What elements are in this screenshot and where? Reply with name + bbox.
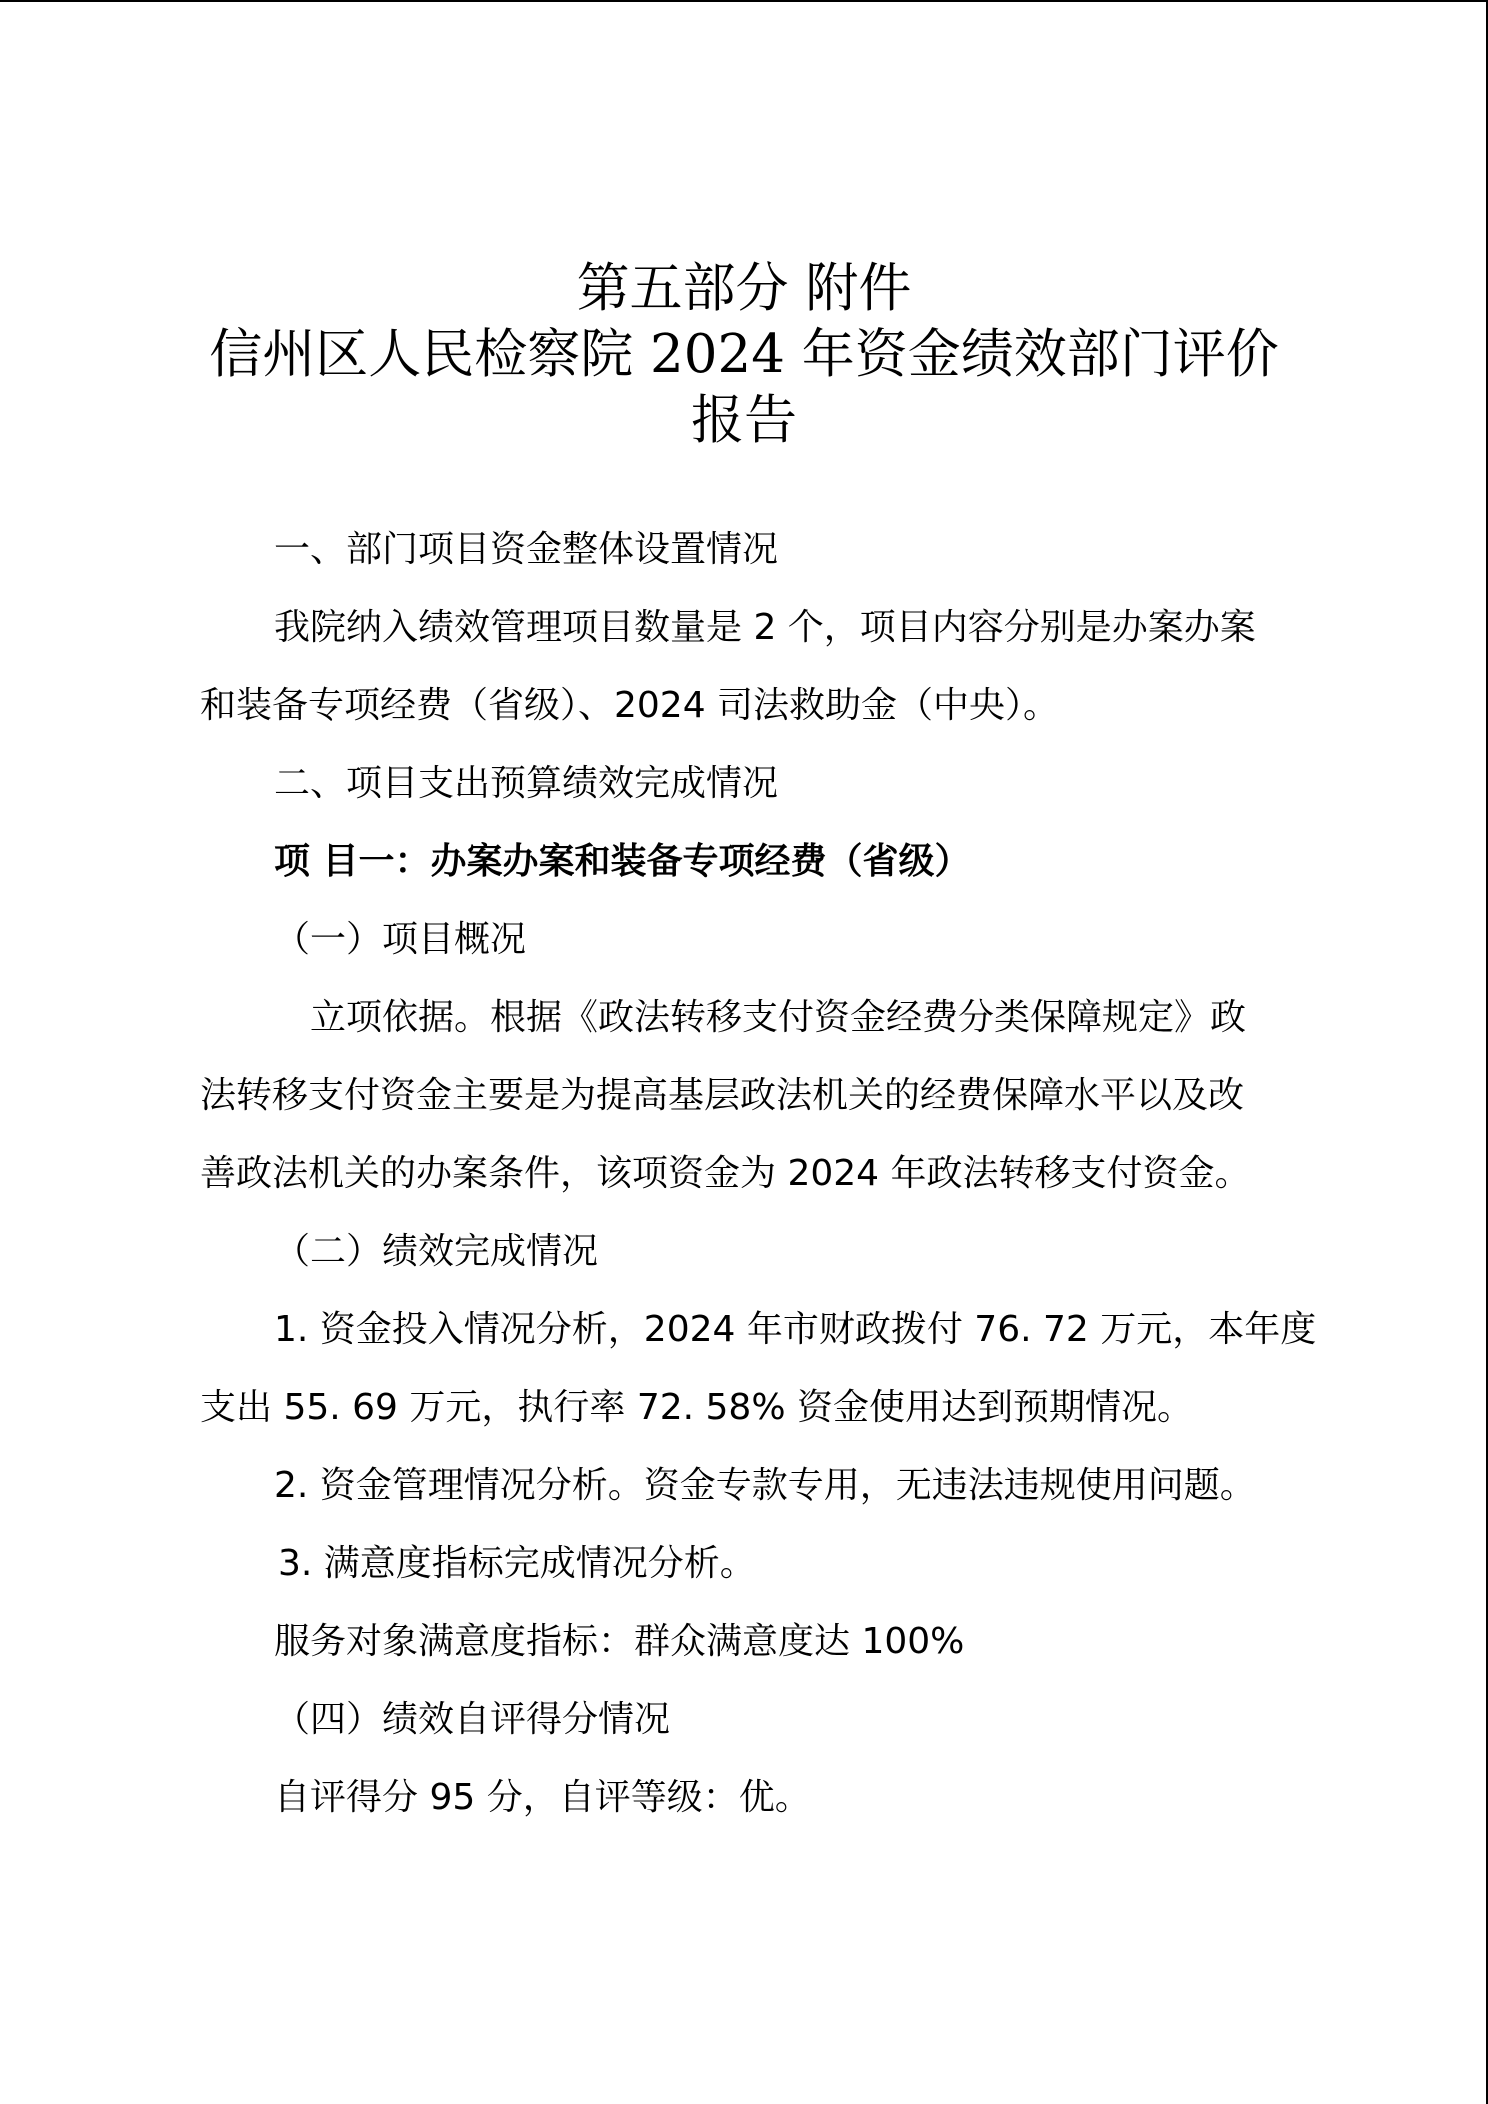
page-top-border bbox=[0, 0, 1488, 2]
self-evaluation-heading: （四）绩效自评得分情况 bbox=[274, 1699, 671, 1740]
title-report-suffix: 报告 bbox=[691, 390, 797, 451]
section1-heading: 一、部门项目资金整体设置情况 bbox=[274, 529, 779, 570]
title-report-name: 信州区人民检察院 2024 年资金绩效部门评价 bbox=[209, 324, 1279, 385]
section1-paragraph-line1: 我院纳入绩效管理项目数量是 2 个，项目内容分别是办案办案 bbox=[274, 607, 1256, 648]
project-basis-line2: 法转移支付资金主要是为提高基层政法机关的经费保障水平以及改 bbox=[200, 1075, 1245, 1116]
fund-management-analysis: 2. 资金管理情况分析。资金专款专用，无违法违规使用问题。 bbox=[274, 1465, 1256, 1506]
self-evaluation-score: 自评得分 95 分，自评等级：优。 bbox=[274, 1777, 811, 1818]
satisfaction-indicator: 服务对象满意度指标：群众满意度达 100% bbox=[274, 1621, 965, 1662]
title-part-label: 第五部分 附件 bbox=[576, 258, 912, 319]
section2-heading: 二、项目支出预算绩效完成情况 bbox=[274, 763, 779, 804]
funding-analysis-line2: 支出 55. 69 万元，执行率 72. 58% 资金使用达到预期情况。 bbox=[200, 1387, 1193, 1428]
project1-heading: 项 目一：办案办案和装备专项经费（省级） bbox=[274, 841, 971, 882]
project-overview-heading: （一）项目概况 bbox=[274, 919, 527, 960]
document-title bbox=[0, 256, 1488, 454]
satisfaction-analysis: 3. 满意度指标完成情况分析。 bbox=[278, 1543, 756, 1584]
section1-paragraph-line2: 和装备专项经费（省级）、2024 司法救助金（中央）。 bbox=[200, 685, 1060, 726]
project-basis-line1: 立项依据。根据《政法转移支付资金经费分类保障规定》政 bbox=[310, 997, 1247, 1038]
performance-heading: （二）绩效完成情况 bbox=[274, 1231, 599, 1272]
project-basis-line3: 善政法机关的办案条件，该项资金为 2024 年政法转移支付资金。 bbox=[200, 1153, 1251, 1194]
funding-analysis-line1: 1. 资金投入情况分析，2024 年市财政拨付 76. 72 万元，本年度 bbox=[274, 1309, 1317, 1350]
